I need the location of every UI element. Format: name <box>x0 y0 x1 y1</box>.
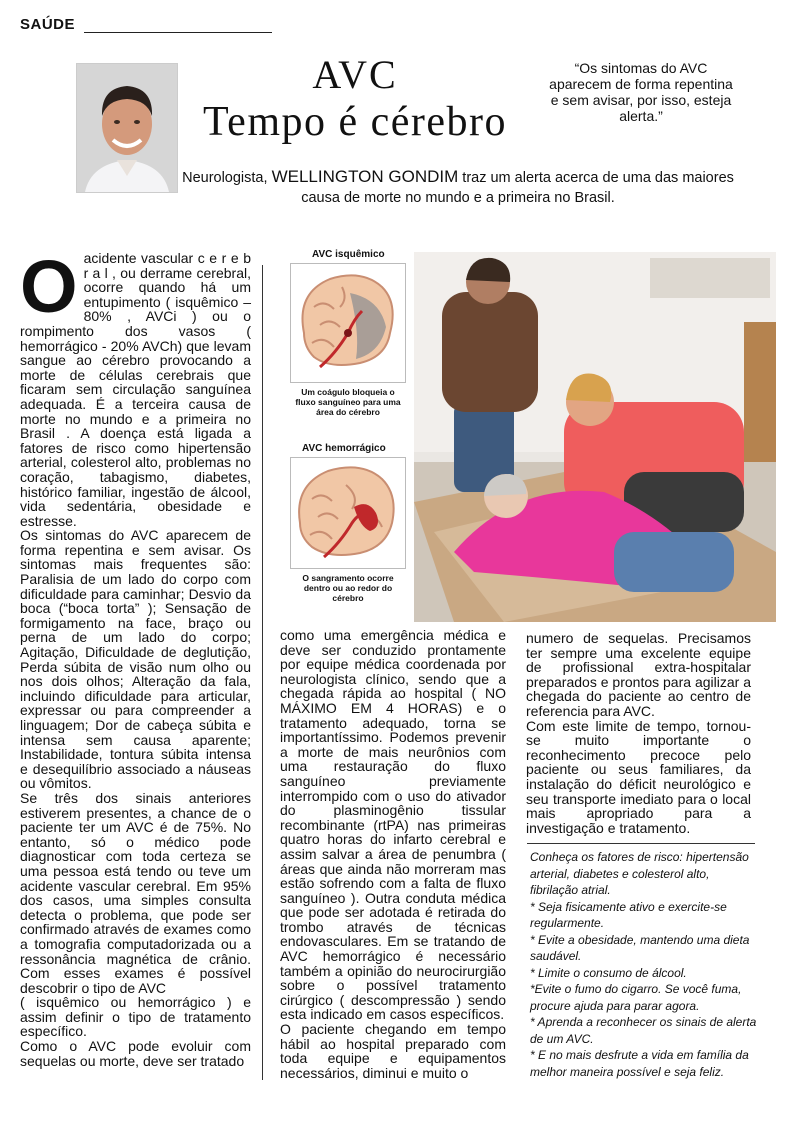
intro-suffix: traz um alerta acerca de uma das maiores causa de morte no mundo e a primeira no Brasil. <box>301 170 734 206</box>
paragraph: Como o AVC pode evoluir com sequelas ou morte, deve ser tratado <box>20 1038 251 1069</box>
tip-item: * E no mais desfrute a vida em família da melhor maneira possível e seja feliz. <box>530 1048 749 1079</box>
paragraph: Com este limite de tempo, tornou-se muito importante o reconhecimento precoce pelo paciente ou seus familiares, da instalação do déficit neurológico e seu transporte imediato para o local mais apropriado para a investigação e tratamento. <box>526 717 751 836</box>
stroke-diagram <box>282 247 412 617</box>
paragraph: como uma emergência médica e deve ser conduzido prontamente por equipe médica coordenada por neurologista clínico, sendo que a chegada rápida ao hospital ( NO MÁXIMO EM 4 HORAS) e o tratamento adequado, torna se importantíssimo. Podemos prevenir a morte de mais neurônios com uma restauração do fluxo sanguíneo previamente interrompido com o uso do ativador do plasminogênio tissular recombinante (rtPA) nas primeiras quatro horas do infarto cerebral e assim salvar a área de penumbra ( áreas que ainda não morreram mas estão sofrendo com a falta de fluxo sanguíneo ). Outra conduta médica que pode ser adotada é retirada do trombo através de técnicas endovasculares. Em se tratando de AVC hemorrágico é necessário também a opinião do neurocirurgião sobre o possível tratamento cirúrgico ( descompressão ) sendo esta indicado em casos específicos. <box>280 627 506 1023</box>
tips-rule <box>527 843 755 844</box>
diagram-title-ischemic: AVC isquêmico <box>312 249 385 260</box>
emergency-scene-photo <box>414 252 776 622</box>
tip-item: *Evite o fumo do cigarro. Se você fuma, procure ajuda para parar agora. <box>530 982 742 1013</box>
paragraph: Se três dos sinais anteriores estiverem presentes, a chance de o paciente ter um AVC é de 75%. No entanto, só o médico pode diagnosticar com toda certeza se uma pessoa está tendo ou teve um acidente vascular cerebral. Em 95% dos casos, uma simples consulta detecta o problema, que pode ser confirmado através de exames como a tomografia computadorizada ou a ressonância magnética de crânio. Com esses exames é possível descobrir o tipo de AVC <box>20 789 251 996</box>
tip-item: * Evite a obesidade, mantendo uma dieta saudável. <box>530 932 750 963</box>
paragraph: ( isquêmico ou hemorrágico ) e assim definir o tipo de tratamento específico. <box>20 994 251 1040</box>
paragraph: O paciente chegando em tempo hábil ao hospital preparado com toda equipe e equipamentos necessários, diminui e muito o <box>280 1021 506 1081</box>
tip-item: * Seja fisicamente ativo e exercite-se regularmente. <box>530 899 727 930</box>
column-divider <box>262 265 263 1080</box>
paragraph: acidente vascular c e r e b r a l , ou derrame cerebral, ocorre quando há um entupimento ( isquêmico – 80% , AVCi ) ou o rompimento dos vasos ( hemorrágico - 20% AVCh) que levam sangue ao cérebro provocando a morte de células cerebrais que ficaram sem circulação sanguínea adequada. É a terceira causa de morte no mundo e a primeira no Brasil . A doença está ligada a fatores de risco como hipertensão arterial, colesterol alto, problemas no coração, tabagismo, diabetes, histórico familiar, ingestão de álcool, vida sedentária, obesidade e estresse. <box>20 250 251 529</box>
paragraph: Os sintomas do AVC aparecem de forma repentina e sem avisar. Os sintomas mais frequentes são: Paralisia de um lado do corpo com dificuldade para caminhar; Desvio da boca (“boca torta” ); Sensação de formigamento na face, braço ou perna de um lado do corpo; Agitação, Dificuldade de deglutição, Perda súbita de visão num olho ou nos dois olhos; Alteração da fala, incluindo dificuldade para articular, expressar ou para compreender a linguagem; Dor de cabeça súbita e intensa sem causa aparente; Instabilidade, tontura súbita intensa e desequilíbrio associado a náuseas ou vômitos. <box>20 527 251 792</box>
author-photo <box>76 63 178 193</box>
headline <box>170 52 540 146</box>
headline-line-1: AVC <box>312 52 398 97</box>
tip-item: * Aprenda a reconhecer os sinais de alerta de um AVC. <box>530 1015 757 1046</box>
tip-item: * Limite o consumo de álcool. <box>530 965 687 980</box>
article-column-3 <box>526 631 751 835</box>
article-column-1 <box>20 245 251 1069</box>
pull-quote: “Os sintomas do AVC aparecem de forma repentina e sem avisar, por isso, esteja alerta.” <box>549 60 733 124</box>
section-underline <box>84 32 272 33</box>
author-name: WELLINGTON GONDIM <box>271 167 459 186</box>
risk-factors-box <box>530 849 760 1080</box>
brain-hemorrhagic-image <box>290 457 406 569</box>
tip-item: Conheça os fatores de risco: hipertensão arterial, diabetes e colesterol alto, fibrilação atrial. <box>530 850 749 897</box>
brain-ischemic-image <box>290 263 406 383</box>
article-column-2 <box>280 628 506 1080</box>
intro-prefix: Neurologista, <box>182 170 272 186</box>
paragraph: numero de sequelas. Precisamos ter sempre uma excelente equipe de profissional extra-hospitalar preparados e prontos para agilizar a chegada do paciente ao centro de referencia para AVC. <box>526 630 751 719</box>
diagram-caption-hemorrhagic: O sangramento ocorre dentro ou ao redor do cérebro <box>302 573 394 603</box>
diagram-caption-ischemic: Um coágulo bloqueia o fluxo sanguíneo para uma área do cérebro <box>295 387 401 417</box>
drop-cap: O <box>20 245 78 328</box>
diagram-title-hemorrhagic: AVC hemorrágico <box>302 443 386 454</box>
section-label: SAÚDE <box>20 16 76 33</box>
headline-line-2: Tempo é cérebro <box>202 99 508 145</box>
intro-deck <box>178 167 738 208</box>
